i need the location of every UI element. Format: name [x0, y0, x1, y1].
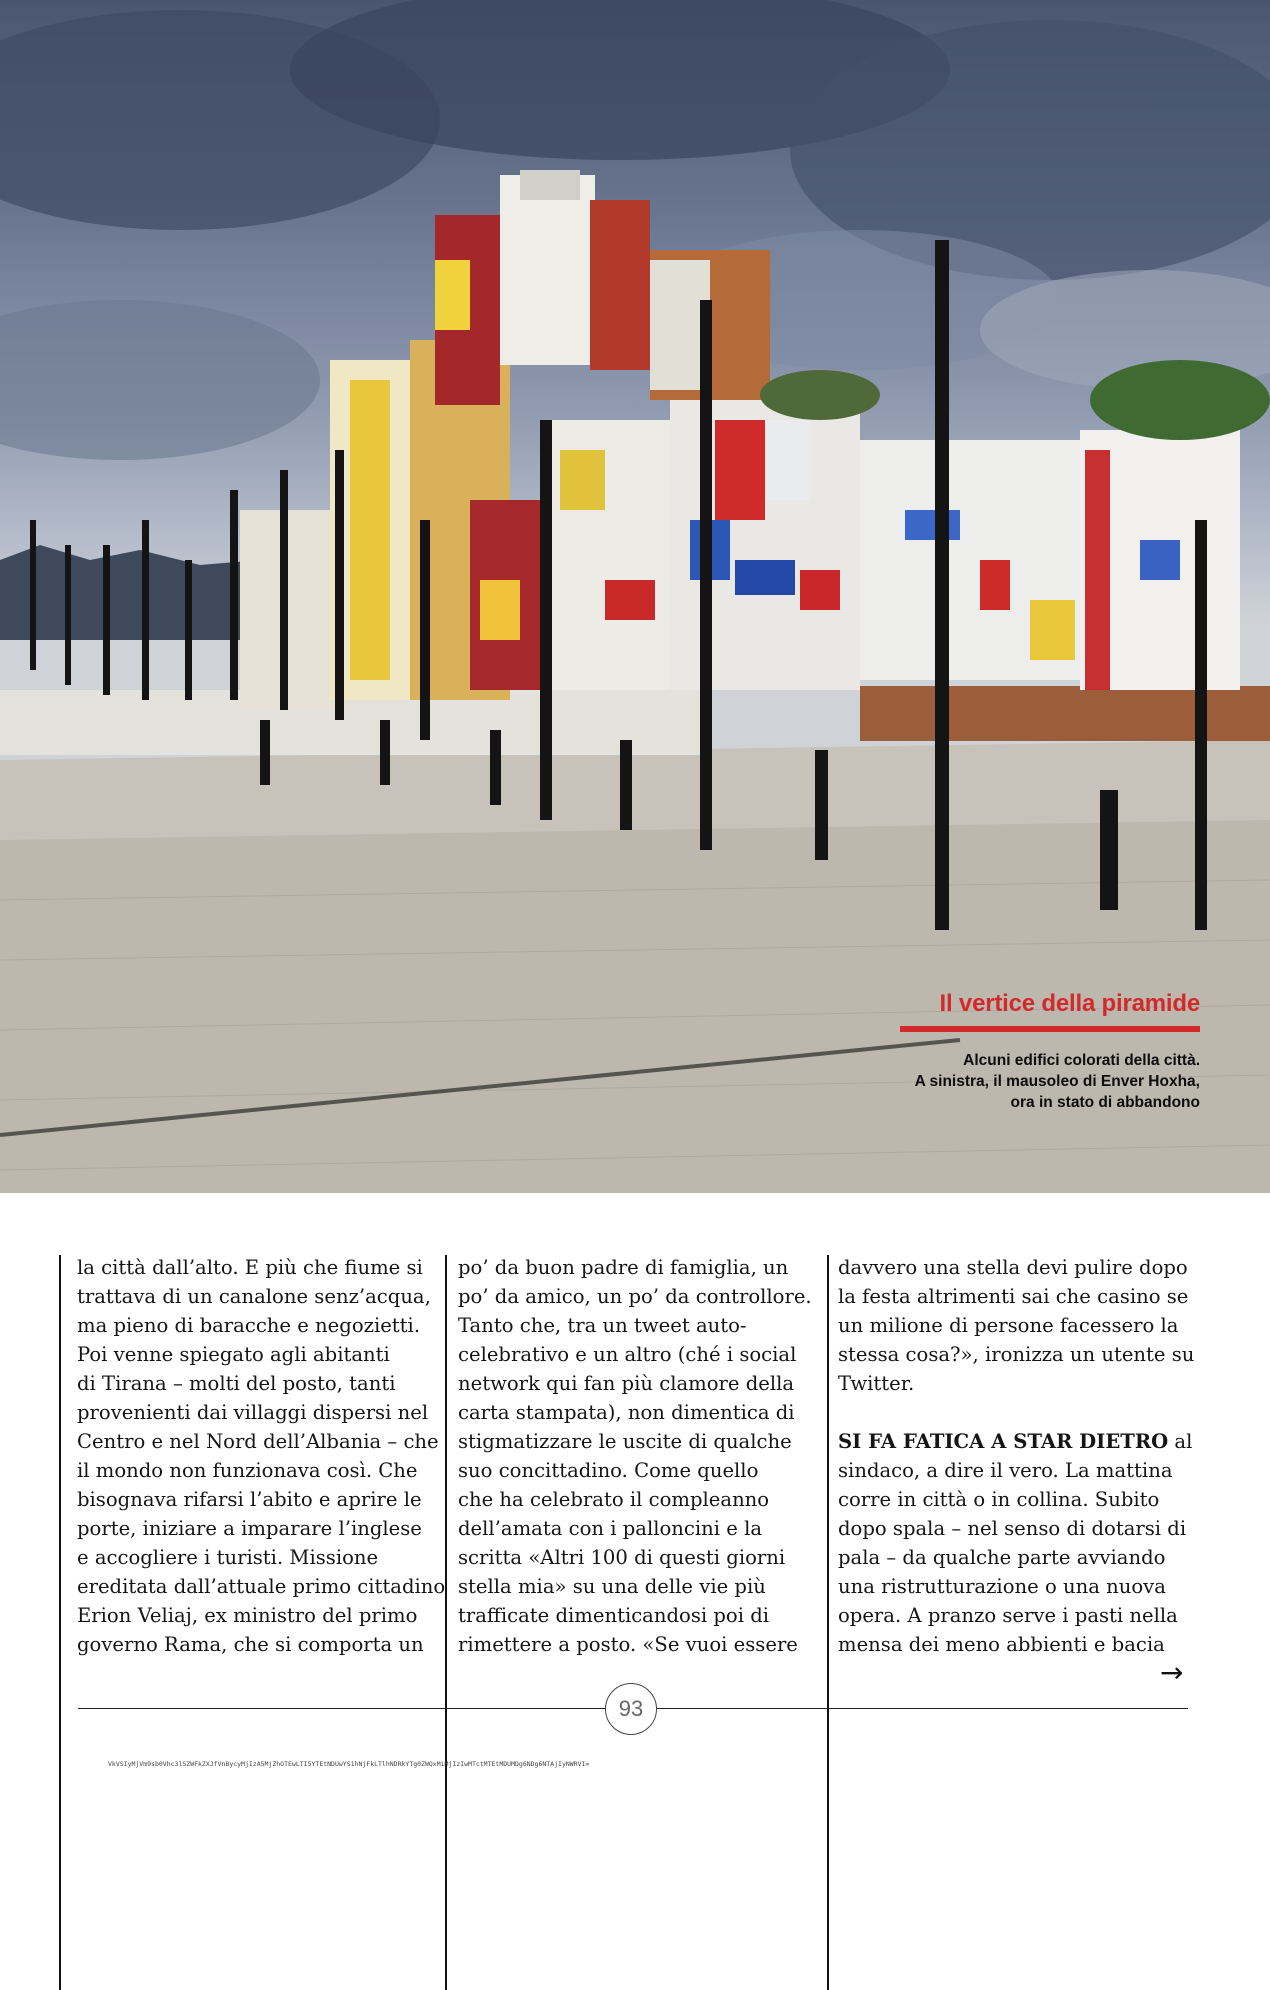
text-line: stessa cosa?», ironizza un utente su — [838, 1343, 1195, 1366]
text-line: po’ da buon padre di famiglia, un — [458, 1256, 789, 1279]
caption-text — [780, 1050, 1200, 1113]
lead-rest: al — [1168, 1430, 1193, 1453]
photo-caption — [780, 990, 1200, 1113]
text-line: Poi venne spiegato agli abitanti — [77, 1343, 390, 1366]
caption-line: A sinistra, il mausoleo di Enver Hoxha, — [914, 1073, 1200, 1090]
text-line: celebrativo e un altro (ché i social — [458, 1343, 797, 1366]
text-line: rimettere a posto. «Se vuoi essere — [458, 1633, 798, 1656]
text-line: pala – da qualche parte avviando — [838, 1546, 1166, 1569]
text-line: stigmatizzare le uscite di qualche — [458, 1430, 792, 1453]
text-line: opera. A pranzo serve i pasti nella — [838, 1604, 1178, 1627]
text-line: ma pieno di baracche e negozietti. — [77, 1314, 421, 1337]
text-line: po’ da amico, un po’ da controllore. — [458, 1285, 812, 1308]
text-line: la festa altrimenti sai che casino se — [838, 1285, 1189, 1308]
text-line: trattava di un canalone senz’acqua, — [77, 1285, 431, 1308]
section-lead: SI FA FATICA A STAR DIETRO — [838, 1430, 1169, 1453]
text-line: Erion Veliaj, ex ministro del primo — [77, 1604, 418, 1627]
text-line: la città dall’alto. E più che fiume si — [77, 1256, 423, 1279]
text-line: bisognava rifarsi l’abito e aprire le — [77, 1488, 422, 1511]
text-line: network qui fan più clamore della — [458, 1372, 795, 1395]
continue-arrow-icon[interactable]: → — [1160, 1656, 1184, 1689]
column-rule — [59, 1255, 61, 1990]
text-line: di Tirana – molti del posto, tanti — [77, 1372, 396, 1395]
text-line: il mondo non funzionava così. Che — [77, 1459, 418, 1482]
article-column-1 — [77, 1253, 446, 1659]
article-column-3 — [838, 1253, 1195, 1659]
text-line: Centro e nel Nord dell’Albania – che — [77, 1430, 439, 1453]
text-line: un milione di persone facessero la — [838, 1314, 1179, 1337]
text-line: scritta «Altri 100 di questi giorni — [458, 1546, 786, 1569]
tracking-code: VkVSIyMjVm9sb0Vhc3lSZWFkZXJfVnBycyMjIzA5MjZhOTEwLTI5YTEtNDUwYS1hNjFkLTlhNDRkYTg0ZWQxMiMjIzIwMTctMTEtMDUMDg6NDg6NTAjIyNWRVI= — [108, 1760, 590, 1768]
text-line: corre in città o in collina. Subito — [838, 1488, 1160, 1511]
text-line: Twitter. — [838, 1372, 915, 1395]
page-number: 93 — [605, 1683, 657, 1735]
text-line: porte, iniziare a imparare l’inglese — [77, 1517, 422, 1540]
text-line: governo Rama, che si comporta un — [77, 1633, 424, 1656]
text-line: sindaco, a dire il vero. La mattina — [838, 1459, 1173, 1482]
text-line: mensa dei meno abbienti e bacia — [838, 1633, 1165, 1656]
text-line: una ristrutturazione o una nuova — [838, 1575, 1166, 1598]
text-line: trafficate dimenticandosi poi di — [458, 1604, 770, 1627]
text-line: davvero una stella devi pulire dopo — [838, 1256, 1188, 1279]
text-line: carta stampata), non dimentica di — [458, 1401, 795, 1424]
text-line: e accogliere i turisti. Missione — [77, 1546, 379, 1569]
text-line: provenienti dai villaggi dispersi nel — [77, 1401, 429, 1424]
lead-line — [838, 1427, 1193, 1456]
column-rule — [445, 1255, 447, 1990]
text-line: dopo spala – nel senso di dotarsi di — [838, 1517, 1187, 1540]
caption-line: ora in stato di abbandono — [1010, 1094, 1200, 1111]
text-line: che ha celebrato il compleanno — [458, 1488, 770, 1511]
column-rule — [827, 1255, 829, 1990]
text-line: stella mia» su una delle vie più — [458, 1575, 766, 1598]
caption-line: Alcuni edifici colorati della città. — [963, 1052, 1200, 1069]
article-column-2 — [458, 1253, 812, 1659]
text-line: dell’amata con i palloncini e la — [458, 1517, 763, 1540]
text-line: ereditata dall’attuale primo cittadino — [77, 1575, 446, 1598]
text-line: suo concittadino. Come quello — [458, 1459, 759, 1482]
caption-title: Il vertice della piramide — [939, 990, 1200, 1017]
text-line: Tanto che, tra un tweet auto- — [458, 1314, 747, 1337]
caption-rule — [900, 1026, 1200, 1032]
